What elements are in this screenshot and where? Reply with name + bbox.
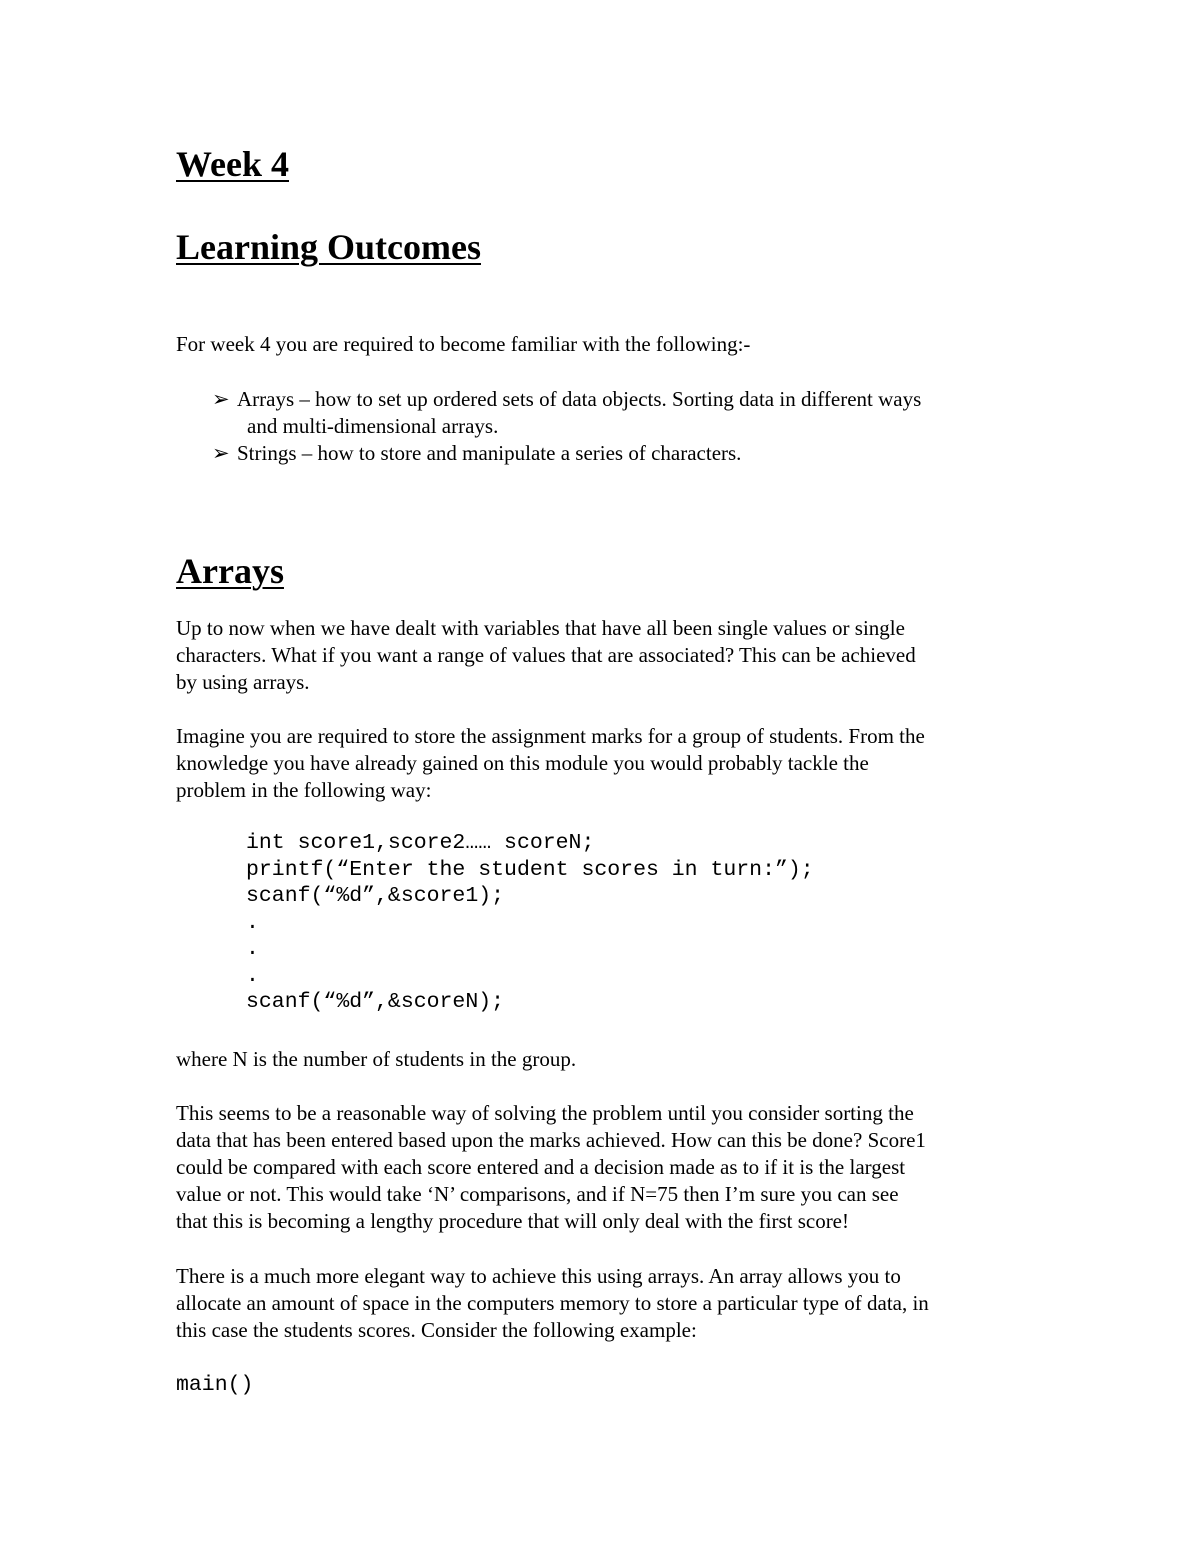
code-main: main() [176,1373,254,1397]
intro-paragraph: For week 4 you are required to become familiar with the following:- [176,332,751,356]
code-line: . [246,910,259,935]
arrays-paragraph-1: Up to now when we have dealt with variables that have all been single values or single characters. What if you want a range of values that are associated? This can be achieved by using arrays. [176,616,916,694]
arrays-paragraph-2: Imagine you are required to store the assignment marks for a group of students. From the knowledge you have already gained on this module you would probably tackle the problem in the following way: [176,724,925,802]
arrow-bullet-icon: ➢ [212,441,230,465]
week-heading: Week 4 [176,144,289,184]
code-line: . [246,937,259,961]
arrays-heading: Arrays [176,551,284,591]
bullet-line: Arrays – how to set up ordered sets of data objects. Sorting data in different ways [237,387,922,411]
bullet-line: Strings – how to store and manipulate a series of characters. [237,441,742,465]
code-line: . [246,963,259,988]
code-line: printf(“Enter the student scores in turn:”); [246,857,814,882]
arrays-paragraph-4: This seems to be a reasonable way of solving the problem until you consider sorting the data that has been entered based upon the marks achieved. How can this be done? Score1 could be compared with each score entered and a decision made as to if it is the largest value or not. This would take ‘N’ comparisons, and if N=75 then I’m sure you can see that this is becoming a lengthy procedure that will only deal with the first score! [176,1101,926,1233]
arrays-paragraph-3: where N is the number of students in the group. [176,1047,577,1071]
arrow-bullet-icon: ➢ [212,387,230,411]
bullet-line: and multi-dimensional arrays. [247,414,499,438]
learning-outcomes-heading: Learning Outcomes [176,227,481,267]
code-line: scanf(“%d”,&score1); [246,884,505,908]
code-line: int score1,score2…… scoreN; [246,831,595,855]
code-block-scores [246,830,814,1016]
arrays-paragraph-5: There is a much more elegant way to achieve this using arrays. An array allows you to allocate an amount of space in the computers memory to store a particular type of data, in this case the students scores. Consider the following example: [176,1264,929,1342]
code-line: scanf(“%d”,&scoreN); [246,990,505,1014]
